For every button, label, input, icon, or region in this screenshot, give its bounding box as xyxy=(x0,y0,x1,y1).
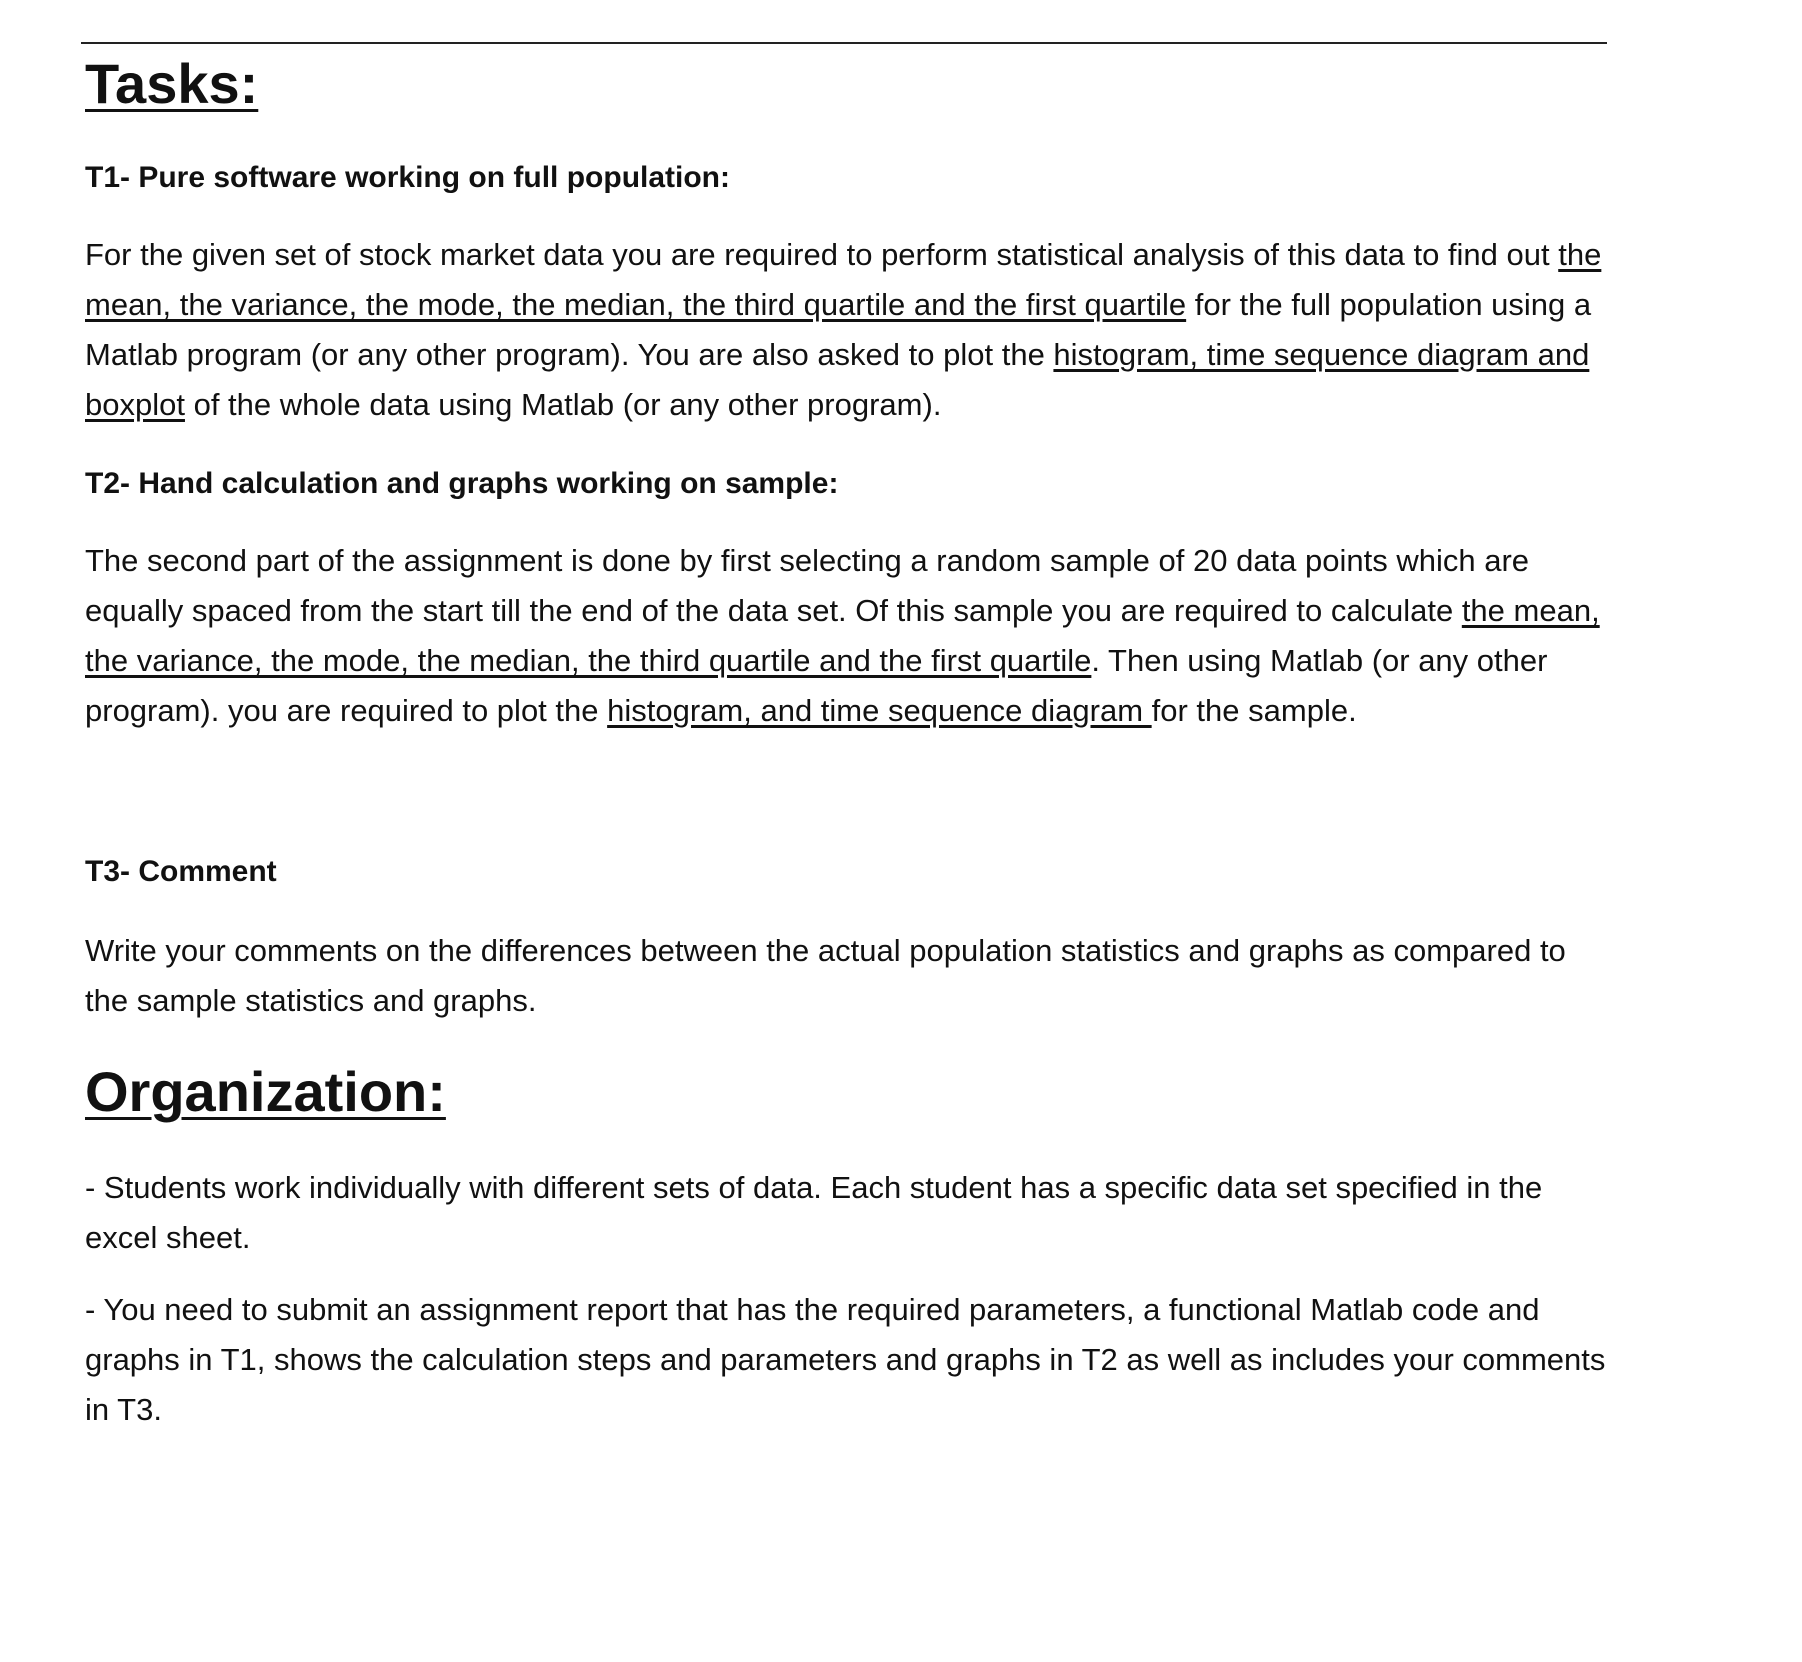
t2-text-b: . Then using Matlab (or any other program). you are required to plot the xyxy=(85,643,1548,729)
organization-title: Organization: xyxy=(85,1060,446,1124)
t2-text-c: for the sample. xyxy=(1151,693,1357,729)
organization-item-1: - Students work individually with different sets of data. Each student has a specific data set specified in the excel sheet. xyxy=(85,1169,1543,1255)
t1-statistics-underlined: the mean, the variance, the mode, the median, the third quartile and the first quartile xyxy=(85,237,1602,323)
organization-item-2: - You need to submit an assignment report that has the required parameters, a functional Matlab code and graphs in T1, shows the calculation steps and parameters and graphs in T2 as well as includes your comments in T3. xyxy=(85,1291,1606,1427)
document-page xyxy=(85,52,1645,1435)
t2-heading: T2- Hand calculation and graphs working on sample: xyxy=(85,467,839,501)
t1-heading: T1- Pure software working on full population: xyxy=(85,161,730,195)
t1-paragraph xyxy=(85,230,1615,430)
t3-paragraph: Write your comments on the differences between the actual population statistics and graphs as compared to the sample statistics and graphs. xyxy=(85,933,1566,1019)
tasks-title: Tasks: xyxy=(85,52,259,115)
t1-plots-underlined: histogram, time sequence diagram and boxplot xyxy=(85,337,1590,423)
t3-heading: T3- Comment xyxy=(85,855,277,889)
t2-text-a: The second part of the assignment is done by first selecting a random sample of 20 data points which are equally spaced from the start till the end of the data set. Of this sample you are required to calculate xyxy=(85,543,1530,629)
t1-text-c: of the whole data using Matlab (or any other program). xyxy=(184,387,942,423)
t2-paragraph xyxy=(85,536,1615,736)
top-rule xyxy=(81,42,1607,44)
t2-plots-underlined: histogram, and time sequence diagram xyxy=(607,693,1152,729)
t1-text-b: for the full population using a Matlab program (or any other program). You are also asked to plot the xyxy=(85,287,1592,373)
t2-statistics-underlined: the mean, the variance, the mode, the median, the third quartile and the first quartile xyxy=(85,593,1600,679)
t1-text-a: For the given set of stock market data you are required to perform statistical analysis of this data to find out xyxy=(85,237,1559,273)
